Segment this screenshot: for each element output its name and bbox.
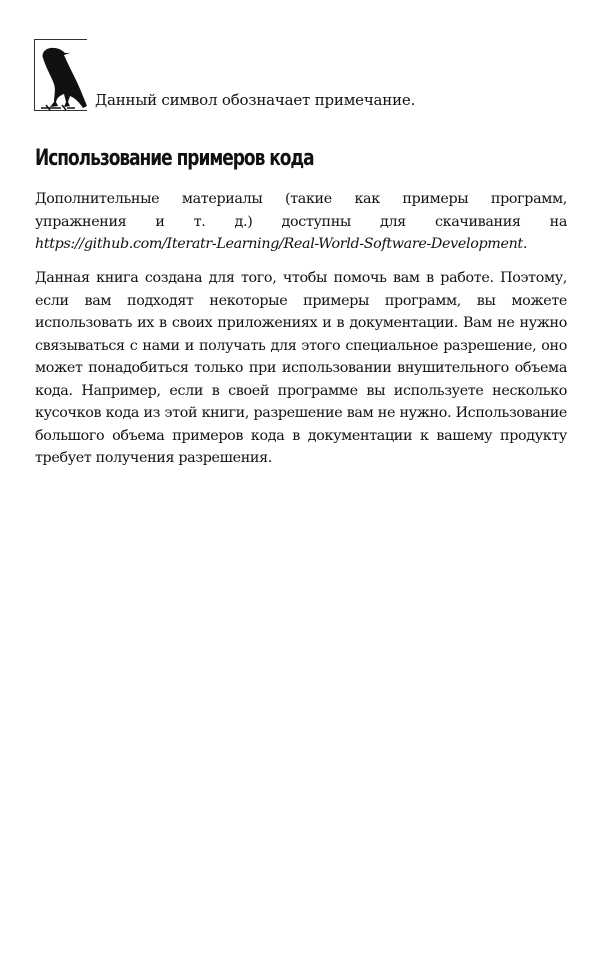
paragraph-downloads-end: . bbox=[522, 236, 528, 252]
github-link[interactable]: https://github.com/Iteratr-Learning/Real-World-Software-Development bbox=[35, 236, 523, 252]
note-callout bbox=[34, 39, 415, 111]
paragraph-usage: Данная книга создана для того, чтобы помочь вам в работе. Поэтому, если вам подходят некоторые примеры программ, вы можете использовать их в своих приложениях и в документации. Вам не нужно связываться с нами и получать для этого специальное разрешение, оно может понадобиться только при использовании внушительного объема кода. Например, если в своей программе вы используете несколько кусочков кода из этой книги, разрешение вам не нужно. Использование большого объема примеров кода в документации к вашему продукту требует получения разрешения. bbox=[35, 270, 567, 466]
paragraph-downloads bbox=[35, 188, 567, 256]
paragraph-downloads-text: Дополнительные материалы (такие как примеры программ, упражнения и т. д.) доступны для скачивания на bbox=[35, 191, 567, 230]
note-text: Данный символ обозначает примечание. bbox=[95, 91, 416, 109]
crow-icon bbox=[34, 39, 87, 111]
section-title: Использование примеров кода bbox=[35, 146, 314, 171]
